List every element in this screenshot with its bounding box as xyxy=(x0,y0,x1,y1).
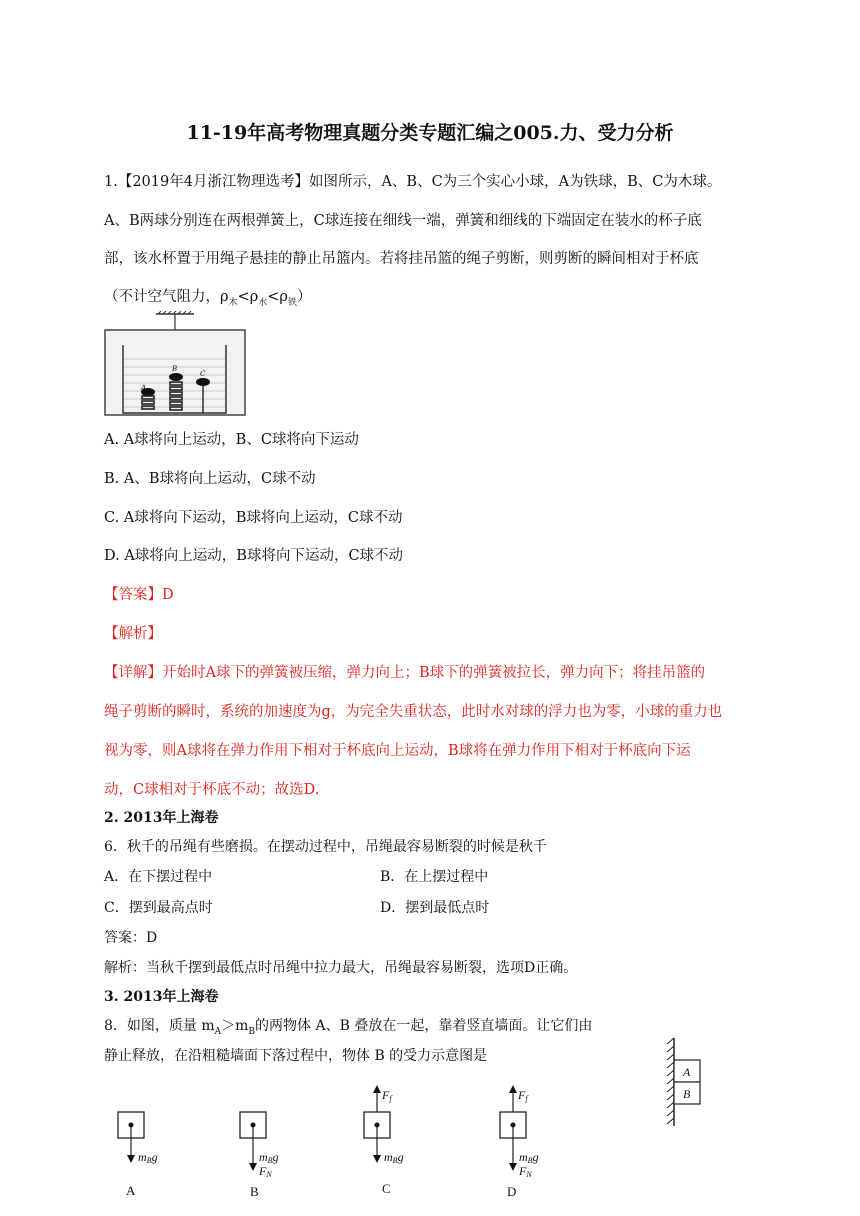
q3-heading: 3. 2013年上海卷 xyxy=(104,989,219,1005)
q3-diagram-c xyxy=(356,1085,436,1205)
q3-stem-gt: ＞m xyxy=(221,1018,249,1034)
ball-label-c: C xyxy=(200,370,206,378)
force-label-ff: Ff xyxy=(382,1088,392,1103)
q2-option-c: C．摆到最高点时 xyxy=(104,900,213,916)
q2-option-b: B．在上摆过程中 xyxy=(380,869,489,885)
force-label-mbg: mBg xyxy=(519,1150,539,1165)
diagram-caption-b: B xyxy=(250,1184,259,1199)
q3-stem-line1 xyxy=(104,1015,592,1037)
q1-analysis-heading: 【解析】 xyxy=(104,626,162,642)
force-label-fn: FN xyxy=(259,1164,272,1179)
q1-detail-line1: 【详解】开始时A球下的弹簧被压缩，弹力向上；B球下的弹簧被拉长，弹力向下；将挂吊篮的 xyxy=(104,665,706,681)
rho-iron-sub: 铁 xyxy=(287,297,297,308)
q1-rho-prefix: （不计空气阻力，ρ xyxy=(104,289,229,305)
ball-label-b: B xyxy=(172,365,178,373)
force-label-mbg: mBg xyxy=(259,1150,279,1165)
q2-answer: 答案：D xyxy=(104,930,158,946)
q3-wall-figure xyxy=(664,1036,704,1128)
q3-diagram-d xyxy=(492,1085,572,1205)
q1-stem-line2: A、B两球分别连在两根弹簧上，C球连接在细线一端，弹簧和细线的下端固定在装水的杯子底 xyxy=(104,213,702,229)
q3-stem-part2: 的两物体 A、B 叠放在一起，靠着竖直墙面。让它们由 xyxy=(255,1018,593,1034)
q1-option-c: C. A球将向下运动，B球将向上运动，C球不动 xyxy=(104,510,403,526)
q1-detail-line3: 视为零，则A球将在弹力作用下相对于杯底向上运动，B球将在弹力作用下相对于杯底向下运 xyxy=(104,743,691,759)
q1-rho-suffix: ） xyxy=(296,289,312,305)
force-label-mbg: mBg xyxy=(138,1150,158,1165)
force-label-mbg: mBg xyxy=(384,1150,404,1165)
q3-diagram-a xyxy=(110,1085,190,1205)
q1-answer: 【答案】D xyxy=(104,587,174,603)
q1-detail-line4: 动，C球相对于杯底不动；故选D. xyxy=(104,782,320,798)
q2-stem: 6．秋千的吊绳有些磨损。在摆动过程中，吊绳最容易断裂的时候是秋千 xyxy=(104,839,547,855)
q2-option-d: D．摆到最低点时 xyxy=(380,900,490,916)
q2-analysis: 解析：当秋千摆到最低点时吊绳中拉力最大，吊绳最容易断裂，选项D正确。 xyxy=(104,960,578,976)
wall-block-b-label: B xyxy=(683,1087,691,1101)
q2-option-a: A．在下摆过程中 xyxy=(104,869,213,885)
q1-stem-line3: 部，该水杯置于用绳子悬挂的静止吊篮内。若将挂吊篮的绳子剪断，则剪断的瞬间相对于杯底 xyxy=(104,251,699,267)
mass-b-sub: B xyxy=(248,1026,256,1037)
force-label-fn: FN xyxy=(519,1164,532,1179)
q3-diagram-b xyxy=(232,1085,312,1205)
rho-wood-sub: 木 xyxy=(228,297,238,308)
q3-stem-line2: 静止释放，在沿粗糙墙面下落过程中，物体 B 的受力示意图是 xyxy=(104,1048,488,1064)
lt-1: <ρ xyxy=(237,289,259,305)
force-label-ff: Ff xyxy=(518,1088,528,1103)
diagram-caption-a: A xyxy=(126,1183,136,1198)
q1-basket-figure xyxy=(104,311,246,417)
q3-stem-part1: 8．如图，质量 m xyxy=(104,1018,215,1034)
rho-water-sub: 水 xyxy=(258,297,268,308)
page-title: 11-19年高考物理真题分类专题汇编之005.力、受力分析 xyxy=(186,122,674,144)
q2-heading: 2. 2013年上海卷 xyxy=(104,810,219,826)
q1-stem-line1: 1.【2019年4月浙江物理选考】如图所示，A、B、C为三个实心小球，A为铁球，B、C为木球。 xyxy=(104,174,722,190)
q1-stem-line4 xyxy=(104,285,311,308)
diagram-caption-d: D xyxy=(507,1184,517,1199)
ball-label-a: A xyxy=(141,384,147,392)
q1-detail-line2: 绳子剪断的瞬时，系统的加速度为g，为完全失重状态，此时水对球的浮力也为零，小球的重力也 xyxy=(104,704,723,720)
q1-option-b: B. A、B球将向上运动，C球不动 xyxy=(104,471,316,487)
wall-block-a-label: A xyxy=(683,1065,691,1079)
diagram-caption-c: C xyxy=(382,1181,391,1196)
mass-a-sub: A xyxy=(214,1026,222,1037)
lt-2: <ρ xyxy=(267,289,288,305)
q1-option-d: D. A球将向上运动，B球将向下运动，C球不动 xyxy=(104,548,404,564)
q1-option-a: A. A球将向上运动，B、C球将向下运动 xyxy=(104,432,359,448)
